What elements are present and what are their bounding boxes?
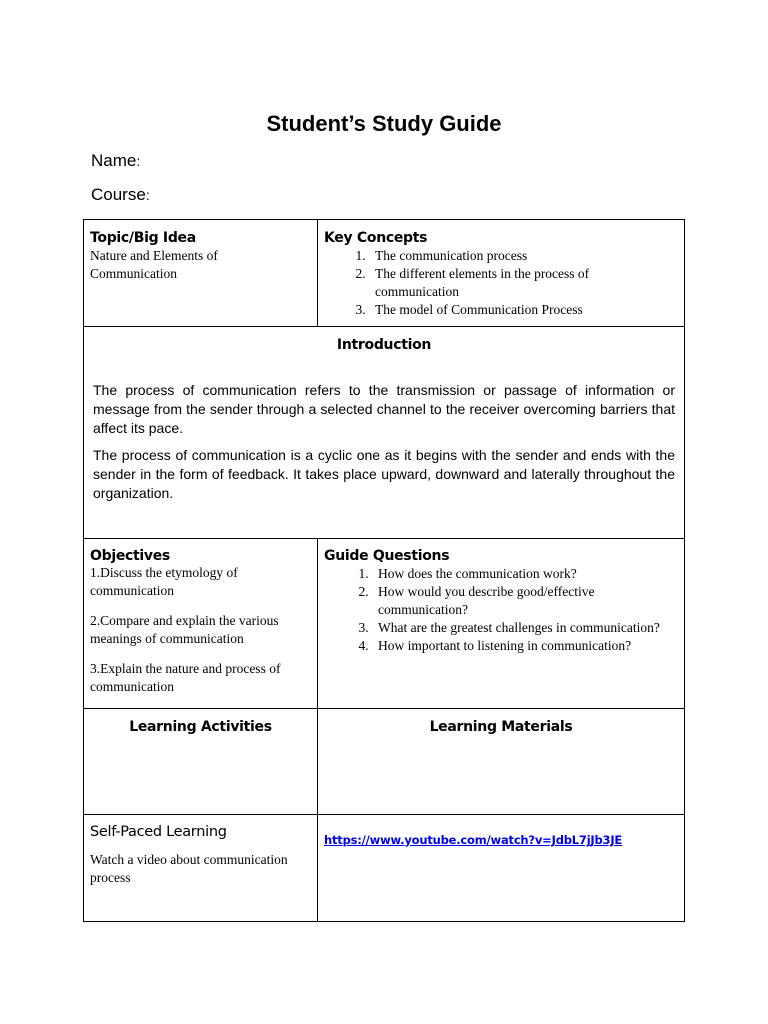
guide-question-item: 1. How does the communication work? xyxy=(372,565,674,583)
page-title: Student’s Study Guide xyxy=(266,111,502,136)
objective-item: 3.Explain the nature and process of communication xyxy=(90,661,281,694)
name-field xyxy=(91,151,140,171)
video-link-cell xyxy=(318,815,685,922)
introduction-paragraph: The process of communication refers to the transmission or passage of information or message from the sender through a selected channel to the receiver overcoming barriers that affect its pace. xyxy=(93,382,675,436)
objectives-heading: Objectives xyxy=(90,548,170,564)
self-paced-cell xyxy=(84,815,318,922)
key-concept-item: 1. The communication process xyxy=(369,247,674,265)
key-concept-item: 2. The different elements in the process of communication xyxy=(369,265,674,301)
key-concepts-cell xyxy=(318,220,685,327)
topic-cell xyxy=(84,220,318,327)
introduction-cell xyxy=(84,327,685,539)
guide-question-item: 3. What are the greatest challenges in communication? xyxy=(372,619,674,637)
video-link[interactable]: https://www.youtube.com/watch?v=JdbL7jJb3JE xyxy=(324,833,623,847)
objective-item: 2.Compare and explain the various meanings of communication xyxy=(90,613,279,646)
self-paced-heading: Self-Paced Learning xyxy=(90,824,227,840)
study-guide-table xyxy=(83,219,685,922)
self-paced-text: Watch a video about communication process xyxy=(90,852,288,885)
course-label: Course xyxy=(91,185,146,204)
guide-questions-cell xyxy=(318,539,685,709)
name-colon: : xyxy=(136,153,141,169)
key-concepts-heading: Key Concepts xyxy=(324,230,428,246)
learning-materials-cell xyxy=(318,709,685,815)
guide-question-item: 2. How would you describe good/effective communication? xyxy=(372,583,674,619)
introduction-paragraph: The process of communication is a cyclic one as it begins with the sender and ends with the sender in the form of feedback. It takes place upward, downward and laterally throughout the organization. xyxy=(93,447,675,501)
guide-questions-heading: Guide Questions xyxy=(324,548,450,564)
objectives-cell xyxy=(84,539,318,709)
key-concept-item: 3. The model of Communication Process xyxy=(369,301,674,319)
course-colon: : xyxy=(145,187,150,203)
topic-text: Nature and Elements of Communication xyxy=(90,248,218,281)
learning-materials-heading: Learning Materials xyxy=(429,719,573,735)
learning-activities-cell xyxy=(84,709,318,815)
key-concepts-list xyxy=(318,247,684,319)
topic-heading: Topic/Big Idea xyxy=(90,230,196,246)
objective-item: 1.Discuss the etymology of communication xyxy=(90,565,238,598)
learning-activities-heading: Learning Activities xyxy=(129,719,272,735)
name-label: Name xyxy=(91,151,137,170)
course-field xyxy=(91,185,150,205)
guide-question-item: 4. How important to listening in communication? xyxy=(372,637,674,655)
guide-questions-list xyxy=(318,565,684,655)
introduction-heading: Introduction xyxy=(336,337,432,353)
